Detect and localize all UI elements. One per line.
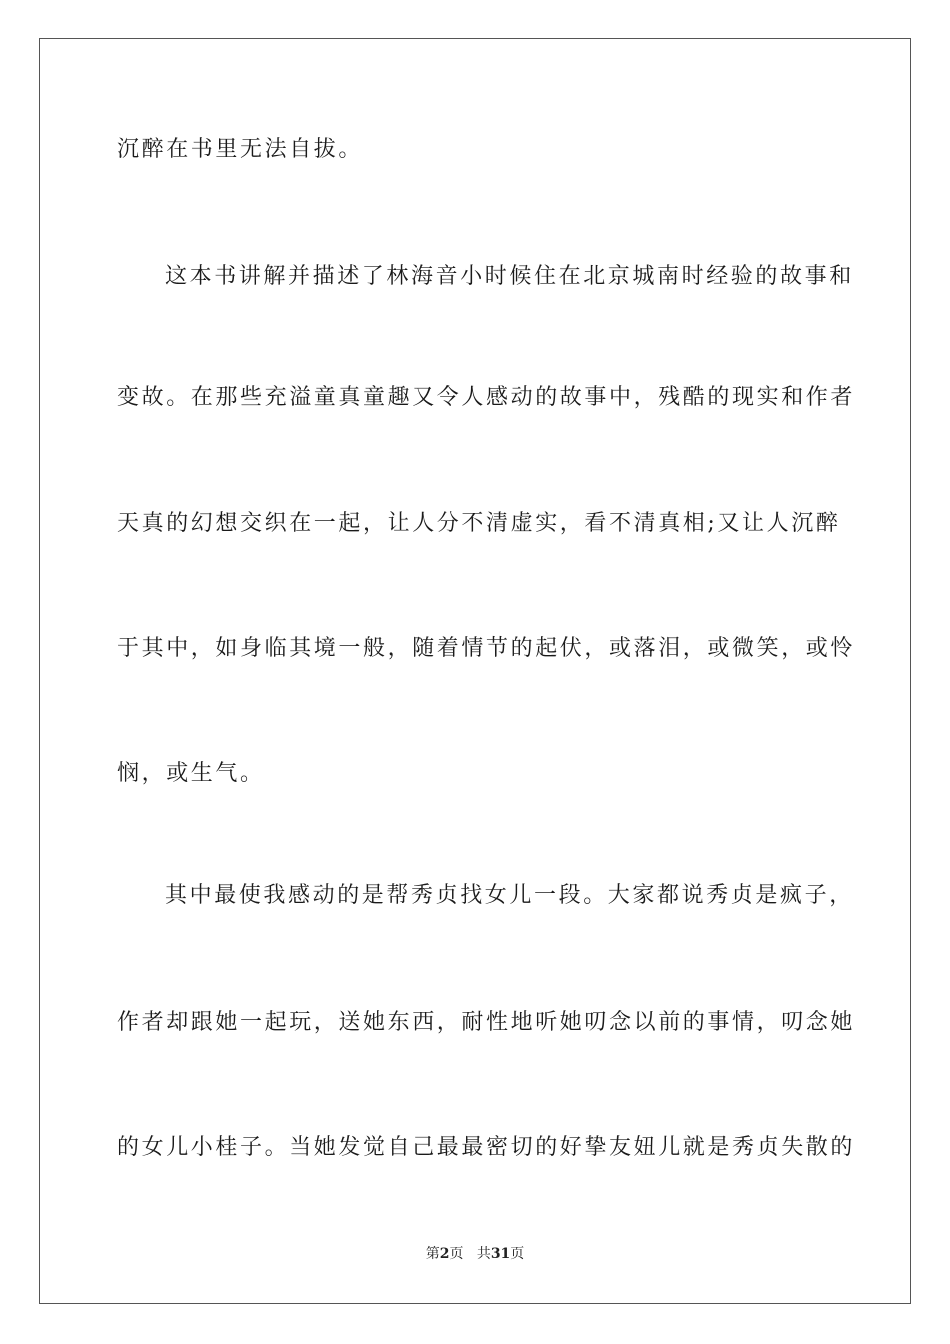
text-line-4: 天真的幻想交织在一起，让人分不清虚实，看不清真相;又让人沉醉 <box>117 511 841 536</box>
text-line-8: 作者却跟她一起玩，送她东西，耐性地听她叨念以前的事情，叨念她 <box>117 1010 856 1035</box>
footer-total-prefix: 共 <box>476 1246 491 1262</box>
text-line-2: 这本书讲解并描述了林海音小时候住在北京城南时经验的故事和 <box>165 264 854 289</box>
footer-page-number: 2 <box>439 1246 450 1262</box>
footer-page-suffix: 页 <box>449 1246 464 1262</box>
text-line-1: 沉醉在书里无法自拔。 <box>117 137 364 162</box>
text-line-6: 悯，或生气。 <box>117 761 265 786</box>
text-line-7: 其中最使我感动的是帮秀贞找女儿一段。大家都说秀贞是疯子， <box>165 883 854 908</box>
page-border <box>39 38 911 1304</box>
footer-total-suffix: 页 <box>510 1246 525 1262</box>
footer-page-prefix: 第 <box>425 1246 440 1262</box>
footer-total-pages: 31 <box>490 1246 511 1262</box>
text-line-9: 的女儿小桂子。当她发觉自己最最密切的好挚友妞儿就是秀贞失散的 <box>117 1135 856 1160</box>
text-line-3: 变故。在那些充溢童真童趣又令人感动的故事中，残酷的现实和作者 <box>117 385 856 410</box>
text-line-5: 于其中，如身临其境一般，随着情节的起伏，或落泪，或微笑，或怜 <box>117 636 856 661</box>
page-footer <box>0 1245 950 1263</box>
